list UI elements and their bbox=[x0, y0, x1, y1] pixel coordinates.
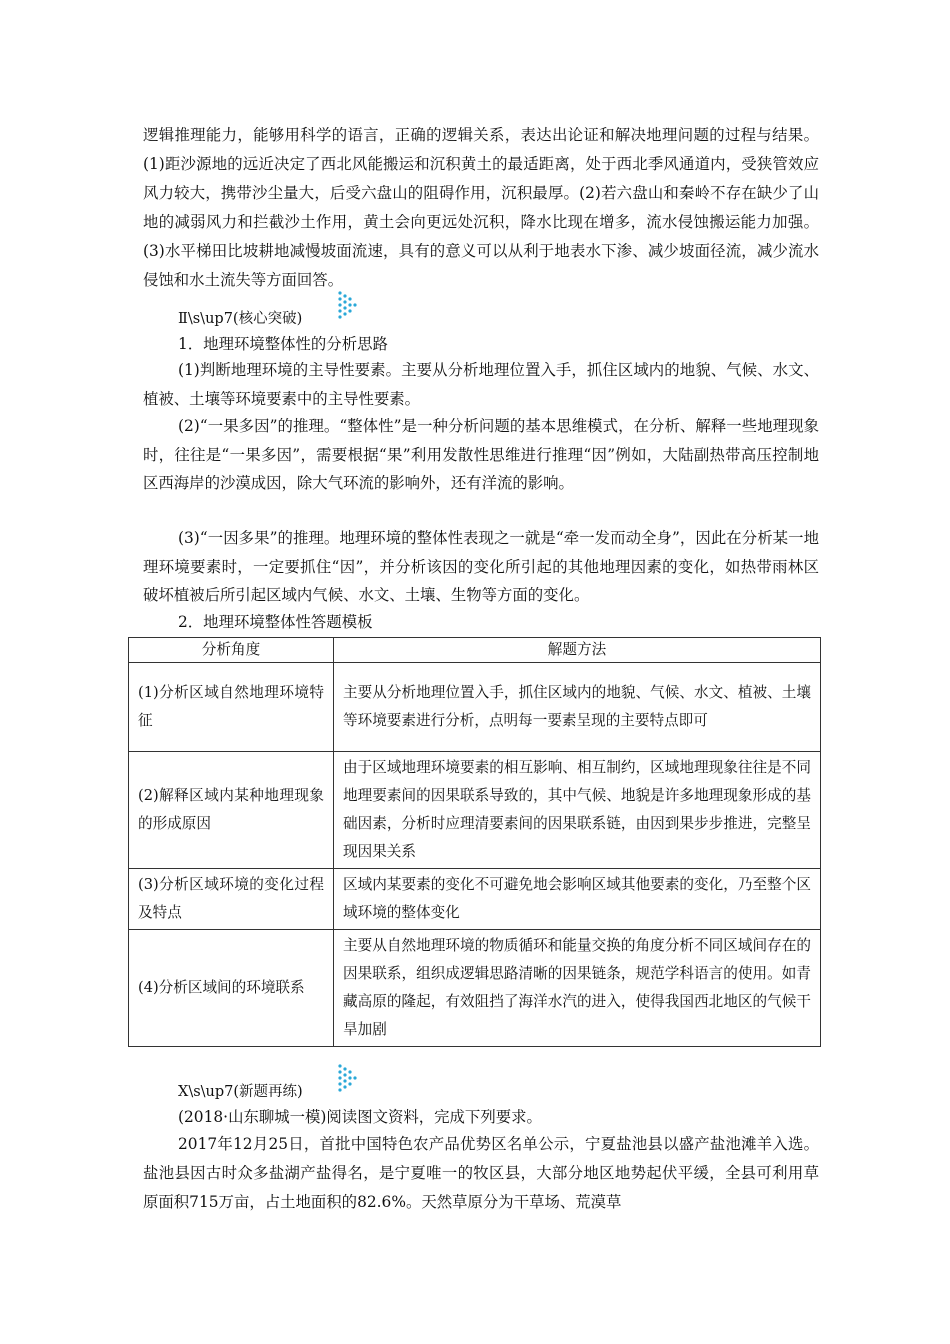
paragraph-dominant-factor: (1)判断地理环境的主导性要素。主要从分析地理位置入手，抓住区域内的地貌、气候、水文、植被、土壤等环境要素中的主导性要素。 bbox=[143, 361, 819, 408]
table-row bbox=[129, 930, 821, 1047]
yanchi-paragraph: 2017年12月25日，首批中国特色农产品优势区名单公示，宁夏盐池县以盛产盐池滩羊入选。盐池县因古时众多盐湖产盐得名，是宁夏唯一的牧区县，大部分地区地势起伏平缓，全县可利用草原面积715万亩，占土地面积的82.6%。天然草原分为干草场、荒漠草 bbox=[143, 1135, 819, 1211]
new-practice-heading bbox=[178, 1080, 303, 1104]
method-cell: 主要从自然地理环境的物质循环和能量交换的角度分析不同区域间存在的因果联系，组织成逻辑思路清晰的因果链条，规范学科语言的使用。如青藏高原的隆起，有效阻挡了海洋水汽的进入，使得我国西北地区的气候干旱加剧 bbox=[334, 930, 821, 1047]
angle-cell: (2)解释区域内某种地理现象的形成原因 bbox=[129, 752, 334, 869]
section-heading-text: Ⅱ\s\up7(核心突破) bbox=[178, 311, 303, 327]
column-header-angle: 分析角度 bbox=[129, 638, 334, 663]
table-row bbox=[129, 663, 821, 752]
paragraph-one-cause-many-results: (3)“一因多果”的推理。地理环境的整体性表现之一就是“牵一发而动全身”，因此在分析某一地理环境要素时，一定要抓住“因”，并分析该因的变化所引起的其他地理因素的变化，如热带雨林区破坏植被后所引起区域内气候、水文、土壤、生物等方面的变化。 bbox=[143, 529, 819, 604]
method-cell: 区域内某要素的变化不可避免地会影响区域其他要素的变化，乃至整个区域环境的整体变化 bbox=[334, 869, 821, 930]
section-heading-text: Ⅹ\s\up7(新题再练) bbox=[178, 1084, 303, 1100]
table-header-row bbox=[129, 638, 821, 663]
method-cell: 主要从分析地理位置入手，抓住区域内的地貌、气候、水文、植被、土壤等环境要素进行分析，点明每一要素呈现的主要特点即可 bbox=[334, 663, 821, 752]
angle-cell: (4)分析区域间的环境联系 bbox=[129, 930, 334, 1047]
answer-template-table bbox=[128, 637, 821, 1047]
table-row bbox=[129, 869, 821, 930]
core-breakthrough-heading bbox=[178, 307, 302, 331]
angle-cell: (1)分析区域自然地理环境特征 bbox=[129, 663, 334, 752]
column-header-method: 解题方法 bbox=[334, 638, 821, 663]
table-row bbox=[129, 752, 821, 869]
item1-title: 1．地理环境整体性的分析思路 bbox=[178, 335, 388, 353]
triangle-arrow-icon bbox=[337, 1063, 359, 1095]
triangle-arrow-icon bbox=[337, 290, 359, 322]
intro-paragraph: 逻辑推理能力，能够用科学的语言，正确的逻辑关系，表达出论证和解决地理问题的过程与结果。(1)距沙源地的远近决定了西北风能搬运和沉积黄土的最适距离，处于西北季风通道内，受狭管效应风力较大，携带沙尘量大，后受六盘山的阻碍作用，沉积最厚。(2)若六盘山和秦岭不存在缺少了山地的减弱风力和拦截沙土作用，黄土会向更远处沉积，降水比现在增多，流水侵蚀搬运能力加强。(3)水平梯田比坡耕地减慢坡面流速，具有的意义可以从利于地表水下渗、减少坡面径流，减少流水侵蚀和水土流失等方面回答。 bbox=[143, 126, 819, 289]
item2-title: 2．地理环境整体性答题模板 bbox=[178, 613, 373, 631]
paragraph-one-result-many-causes: (2)“一果多因”的推理。“整体性”是一种分析问题的基本思维模式，在分析、解释一些地理现象时，往往是“一果多因”，需要根据“果”利用发散性思维进行推理“因”例如，大陆副热带高压控制地区西海岸的沙漠成因，除大气环流的影响外，还有洋流的影响。 bbox=[143, 417, 819, 492]
angle-cell: (3)分析区域环境的变化过程及特点 bbox=[129, 869, 334, 930]
source-line: (2018·山东聊城一模)阅读图文资料，完成下列要求。 bbox=[178, 1108, 542, 1126]
method-cell: 由于区域地理环境要素的相互影响、相互制约，区域地理现象往往是不同地理要素间的因果联系导致的，其中气候、地貌是许多地理现象形成的基础因素，分析时应理清要素间的因果联系链，由因到果步步推进，完整呈现因果关系 bbox=[334, 752, 821, 869]
